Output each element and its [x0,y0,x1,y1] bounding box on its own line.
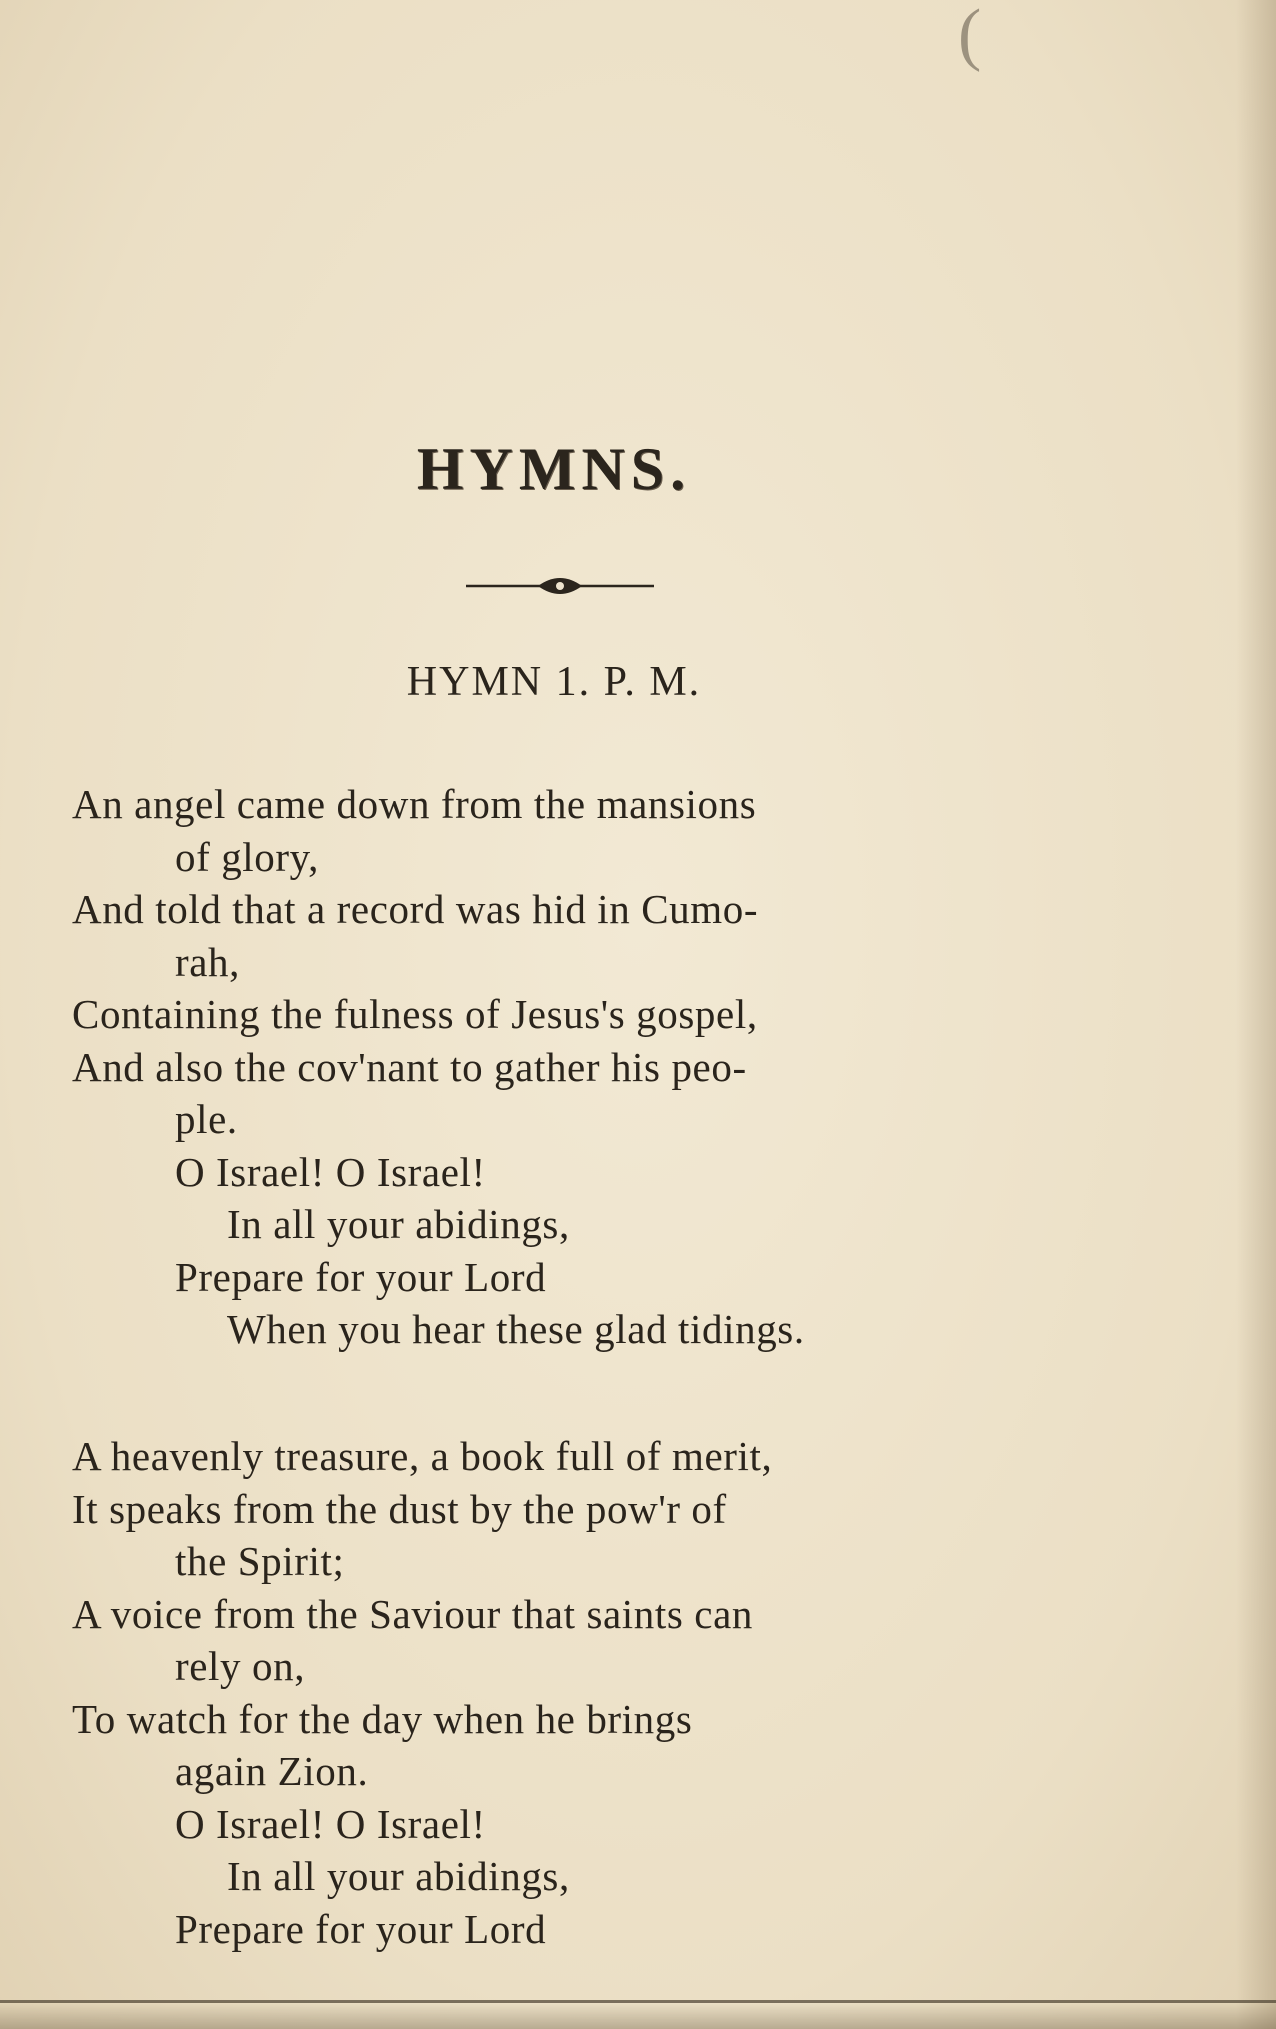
verse-line: To watch for the day when he brings [72,1695,693,1742]
verse-line: rely on, [175,1643,306,1689]
verse-line: Containing the fulness of Jesus's gospel, [72,991,758,1037]
chorus-line: When you hear these glad tidings. [227,1306,805,1352]
verse-line: A voice from the Saviour that saints can [72,1590,753,1637]
chorus-line: Prepare for your Lord [175,1253,547,1300]
page-bottom-edge [0,2000,1276,2029]
chorus-line: In all your abidings, [227,1201,570,1247]
verse-line: rah, [175,938,241,985]
ornament-divider [466,572,654,600]
verse-line: the Spirit; [175,1538,345,1584]
page-edge-shadow [1236,0,1276,2029]
verse-1 [72,778,1072,1356]
verse-2 [72,1430,1072,1955]
verse-line: It speaks from the dust by the pow'r of [72,1485,727,1532]
page-mark: ( [958,0,982,73]
chorus-line: O Israel! O Israel! [175,1800,486,1847]
verse-line: An angel came down from the mansions [72,781,757,827]
verse-line: ple. [175,1096,238,1142]
verse-line: And told that a record was hid in Cumo- [72,886,759,932]
chorus-line: Prepare for your Lord [175,1905,547,1952]
verse-line: again Zion. [175,1748,369,1794]
chorus-line: O Israel! O Israel! [175,1148,486,1195]
verse-line: A heavenly treasure, a book full of merit, [72,1433,773,1479]
verse-line: And also the cov'nant to gather his peo- [72,1043,747,1090]
chorus-line: In all your abidings, [227,1853,570,1899]
hymn-title: HYMN 1. P. M. [406,659,702,705]
verse-line: of glory, [175,833,319,880]
section-heading: HYMNS. [416,436,692,502]
